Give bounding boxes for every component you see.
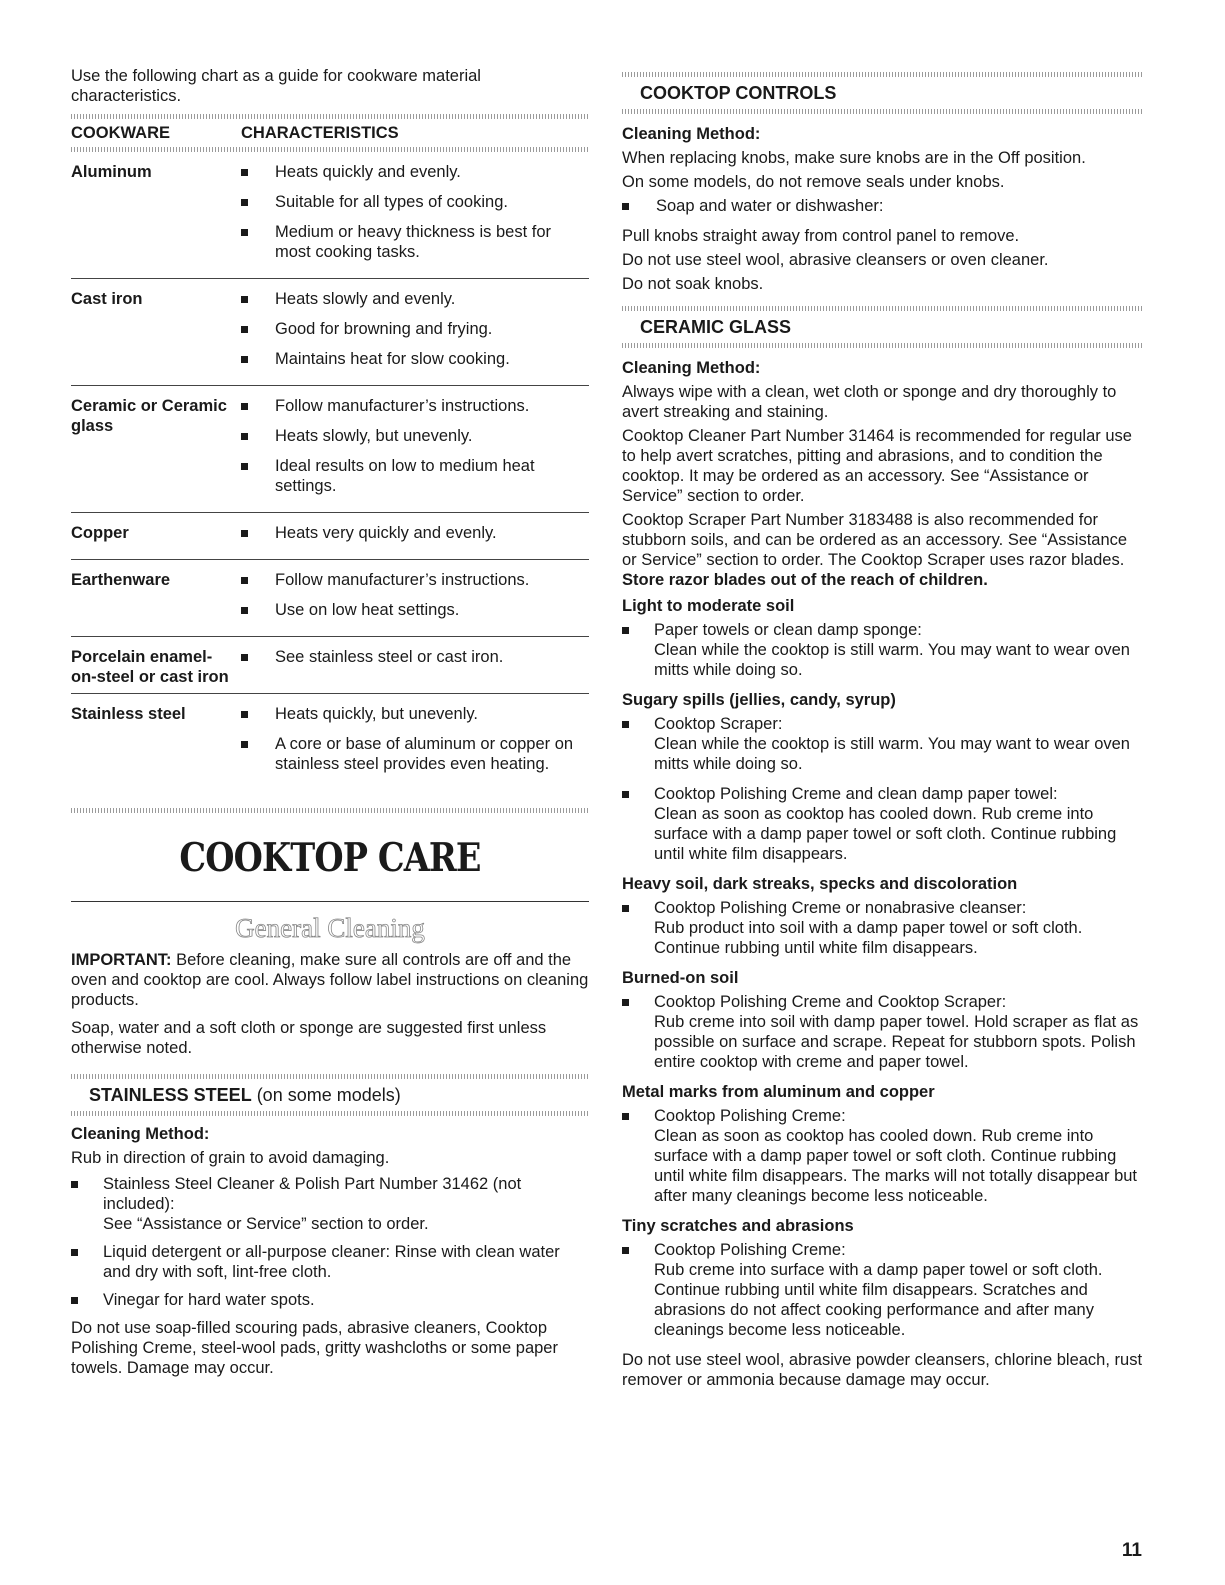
cookware-characteristics <box>241 386 589 513</box>
stainless-title-note: (on some models) <box>251 1085 401 1105</box>
ceramic-scraper-text: Cooktop Scraper Part Number 3183488 is also recommended for stubborn soils, and can be ordered as an accessory. See “Assistance or Service” section to order. The Cooktop Scraper uses razor blades. <box>622 511 1128 569</box>
controls-text: Do not soak knobs. <box>622 275 764 293</box>
list-item: Heats very quickly and evenly. <box>241 523 589 543</box>
table-row <box>71 694 589 791</box>
cookware-characteristics <box>241 513 589 560</box>
stainless-list <box>71 1174 589 1310</box>
controls-title: COOKTOP CONTROLS <box>640 83 837 103</box>
soil-list <box>622 714 1144 864</box>
table-row <box>71 386 589 513</box>
list-item <box>71 1242 589 1282</box>
important-label: IMPORTANT: <box>71 951 172 969</box>
cookware-characteristics <box>241 279 589 386</box>
list-item: Heats quickly and evenly. <box>241 162 589 182</box>
list-item-text: Paper towels or clean damp sponge: <box>654 621 922 639</box>
list-item <box>622 620 1144 680</box>
list-item: A core or base of aluminum or copper on stainless steel provides even heating. <box>241 734 589 774</box>
list-item <box>622 1106 1144 1206</box>
title-rule <box>71 901 589 902</box>
ceramic-title: CERAMIC GLASS <box>640 317 792 337</box>
list-item-note: Clean while the cooktop is still warm. You may want to wear oven mitts while doing so. <box>654 641 1130 679</box>
soil-heading: Sugary spills (jellies, candy, syrup) <box>622 691 896 709</box>
table-row <box>71 513 589 560</box>
header-cookware: COOKWARE <box>71 124 170 142</box>
controls-section-title <box>622 77 1144 109</box>
list-item-note: Clean as soon as cooktop has cooled down. Rub creme into surface with a damp paper towel or soft cloth. Continue rubbing until white film disappears. The marks will not totally disappear but after many cleanings become less noticeable. <box>654 1127 1138 1205</box>
stainless-method-label: Cleaning Method: <box>71 1125 210 1143</box>
list-item-note: Clean while the cooktop is still warm. You may want to wear oven mitts while doing so. <box>654 735 1130 773</box>
soil-heading: Light to moderate soil <box>622 597 795 615</box>
cookware-material: Copper <box>71 513 241 560</box>
final-warning: Do not use steel wool, abrasive powder cleansers, chlorine bleach, rust remover or ammonia because damage may occur. <box>622 1351 1143 1389</box>
left-column <box>71 66 589 1382</box>
list-item: Good for browning and frying. <box>241 319 589 339</box>
list-item-text: Cooktop Polishing Creme: <box>654 1241 846 1259</box>
list-item: Heats quickly, but unevenly. <box>241 704 589 724</box>
controls-method-label: Cleaning Method: <box>622 125 761 143</box>
stainless-rub: Rub in direction of grain to avoid damaging. <box>71 1149 390 1167</box>
header-characteristics: CHARACTERISTICS <box>241 124 399 142</box>
cookware-characteristics <box>241 694 589 791</box>
ceramic-section-title <box>622 311 1144 343</box>
page-number: 11 <box>1121 1540 1142 1561</box>
cookware-material: Aluminum <box>71 163 152 181</box>
cookware-chart <box>71 119 589 790</box>
soil-list <box>622 992 1144 1072</box>
chart-intro: Use the following chart as a guide for cookware material characteristics. <box>71 67 481 105</box>
list-item: Medium or heavy thickness is best for most cooking tasks. <box>241 222 589 262</box>
list-item-text: Cooktop Scraper: <box>654 715 783 733</box>
list-item <box>622 898 1144 958</box>
table-row <box>71 279 589 386</box>
divider <box>71 1111 589 1116</box>
list-item: Soap and water or dishwasher: <box>622 196 1144 216</box>
list-item-text: Cooktop Polishing Creme: <box>654 1107 846 1125</box>
soil-list <box>622 1240 1144 1340</box>
important-note <box>71 950 589 1010</box>
list-item: Follow manufacturer’s instructions. <box>241 570 589 590</box>
controls-list <box>622 196 1144 216</box>
list-item-note: Rub creme into surface with a damp paper towel or soft cloth. Continue rubbing until white film disappears. Scratches and abrasions do not affect cooking performance and after many cleanings become less noticeable. <box>654 1261 1103 1339</box>
controls-text: When replacing knobs, make sure knobs are in the Off position. <box>622 149 1086 167</box>
table-row <box>71 637 589 694</box>
cookware-material: Porcelain enamel-on-steel or cast iron <box>71 637 241 694</box>
divider <box>622 109 1144 114</box>
right-column <box>622 66 1144 1394</box>
list-item-note: Clean as soon as cooktop has cooled down. Rub creme into surface with a damp paper towel or soft cloth. Continue rubbing until white film disappears. <box>654 805 1117 863</box>
stainless-warning: Do not use soap-filled scouring pads, abrasive cleaners, Cooktop Polishing Creme, steel-wool pads, gritty washcloths or some paper towels. Damage may occur. <box>71 1319 558 1377</box>
table-row <box>71 152 589 279</box>
soil-heading: Burned-on soil <box>622 969 739 987</box>
cookware-material: Earthenware <box>71 560 241 637</box>
table-row <box>71 560 589 637</box>
list-item-text: Cooktop Polishing Creme and clean damp paper towel: <box>654 785 1058 803</box>
controls-text: Pull knobs straight away from control panel to remove. <box>622 227 1020 245</box>
razor-warning: Store razor blades out of the reach of children. <box>622 571 988 589</box>
list-item: Heats slowly and evenly. <box>241 289 589 309</box>
divider <box>71 808 589 813</box>
list-item-text: Cooktop Polishing Creme or nonabrasive cleanser: <box>654 899 1027 917</box>
list-item: Use on low heat settings. <box>241 600 589 620</box>
soil-heading: Heavy soil, dark streaks, specks and discoloration <box>622 875 1018 893</box>
general-cleaning-title: General Cleaning <box>235 913 425 943</box>
list-item-note: Rub creme into soil with damp paper towel. Hold scraper as flat as possible on surface and scrape. Repeat for stubborn spots. Polish entire cooktop with creme and paper towel. <box>654 1013 1139 1071</box>
soil-list <box>622 1106 1144 1206</box>
ceramic-method-label: Cleaning Method: <box>622 359 761 377</box>
cookware-material: Ceramic or Ceramic glass <box>71 386 241 513</box>
list-item <box>71 1290 589 1310</box>
ceramic-text: Always wipe with a clean, wet cloth or sponge and dry thoroughly to avert streaking and staining. <box>622 383 1117 421</box>
cookware-material: Stainless steel <box>71 694 241 791</box>
list-item <box>622 1240 1144 1340</box>
controls-text: Do not use steel wool, abrasive cleansers or oven cleaner. <box>622 251 1049 269</box>
list-item-text: Cooktop Polishing Creme and Cooktop Scraper: <box>654 993 1007 1011</box>
cooktop-care-title: COOKTOP CARE <box>179 835 481 881</box>
list-item: Ideal results on low to medium heat settings. <box>241 456 589 496</box>
important-text: Before cleaning, make sure all controls are off and the oven and cooktop are cool. Always follow label instructions on cleaning products. <box>71 951 589 1009</box>
list-item <box>622 714 1144 774</box>
list-item-text: Vinegar for hard water spots. <box>103 1291 315 1309</box>
list-item: Heats slowly, but unevenly. <box>241 426 589 446</box>
list-item-text: Liquid detergent or all-purpose cleaner: Rinse with clean water and dry with soft, lint-free cloth. <box>103 1243 560 1281</box>
list-item-note: Rub product into soil with a damp paper towel or soft cloth. Continue rubbing until white film disappears. <box>654 919 1083 957</box>
cookware-material: Cast iron <box>71 279 241 386</box>
ceramic-text: Cooktop Cleaner Part Number 31464 is recommended for regular use to help avert scratches, pitting and abrasions, and to condition the cooktop. It may be ordered as an accessory. See “Assistance or Service” section to order. <box>622 427 1132 505</box>
soil-heading: Metal marks from aluminum and copper <box>622 1083 935 1101</box>
soil-list <box>622 620 1144 680</box>
cookware-characteristics <box>241 637 589 694</box>
list-item-text: Stainless Steel Cleaner & Polish Part Number 31462 (not included): <box>103 1175 522 1213</box>
list-item: Follow manufacturer’s instructions. <box>241 396 589 416</box>
list-item <box>622 784 1144 864</box>
stainless-title: STAINLESS STEEL <box>89 1085 252 1105</box>
list-item: Suitable for all types of cooking. <box>241 192 589 212</box>
ceramic-text <box>622 510 1144 590</box>
cookware-characteristics <box>241 152 589 279</box>
list-item: Maintains heat for slow cooking. <box>241 349 589 369</box>
soil-guide <box>622 596 1144 1340</box>
list-item <box>622 992 1144 1072</box>
soil-heading: Tiny scratches and abrasions <box>622 1217 854 1235</box>
list-item <box>71 1174 589 1234</box>
soap-note: Soap, water and a soft cloth or sponge are suggested first unless otherwise noted. <box>71 1019 547 1057</box>
list-item-note: See “Assistance or Service” section to order. <box>103 1215 429 1233</box>
cookware-characteristics <box>241 560 589 637</box>
controls-text: On some models, do not remove seals under knobs. <box>622 173 1005 191</box>
divider <box>622 343 1144 348</box>
list-item: See stainless steel or cast iron. <box>241 647 589 667</box>
stainless-section-title <box>71 1079 589 1111</box>
soil-list <box>622 898 1144 958</box>
